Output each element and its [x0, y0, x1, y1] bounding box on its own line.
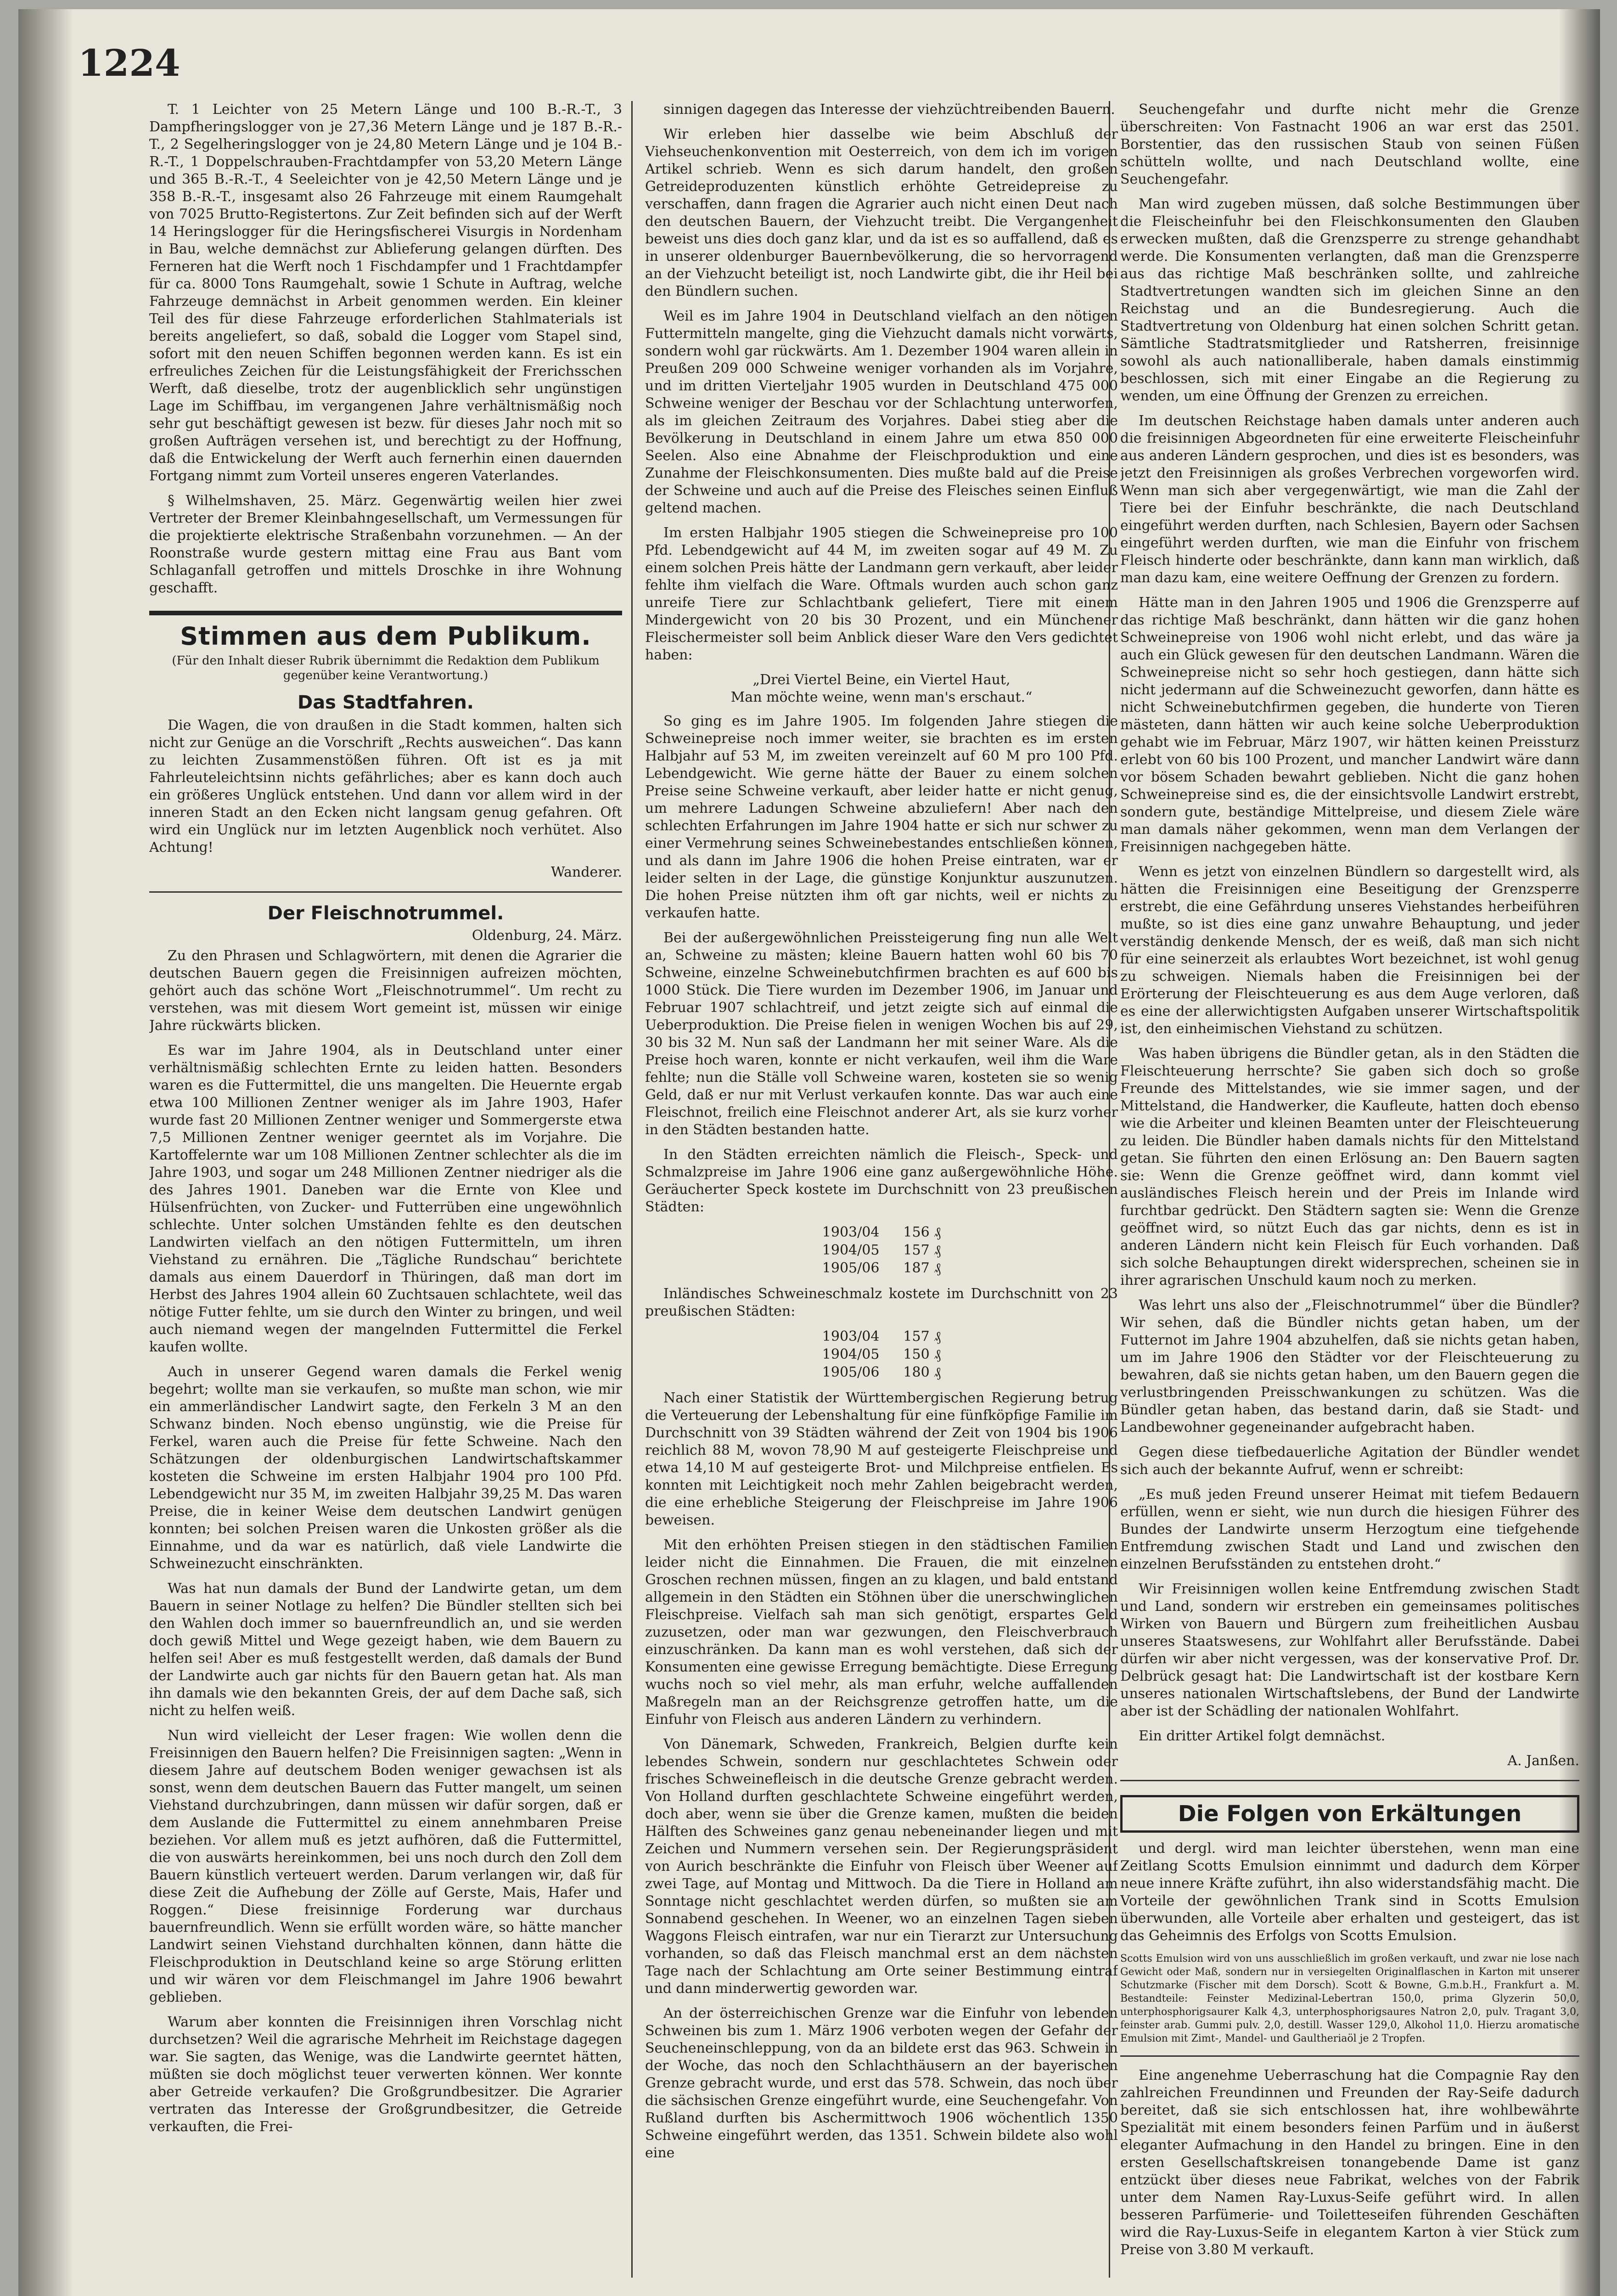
article-heading: Der Fleischnotrummel. — [267, 903, 504, 924]
article-text: Wir Freisinnigen wollen keine Entfremdung zwischen Stadt und Land, sondern wir erstreben ein gemeinsames politisches Wirken von Bauern und Bürgern zum freiheitlichen Ausbau unseres Staatswesens, zur Wohlfahrt aller Berufsstände. Dabei dürfen wir aber nicht vergessen, was der konservative Prof. Dr. Delbrück gesagt hat: Die Landwirtschaft ist der kostbare Kern unseres nationalen Wirtschaftslebens, der Bund der Landwirte aber ist der Schädling der nationalen Wohlfahrt. — [1120, 1581, 1579, 1719]
article-text: Ein dritter Artikel folgt demnächst. — [1139, 1728, 1386, 1744]
signature: Wanderer. — [550, 864, 622, 880]
article-text: Im ersten Halbjahr 1905 stiegen die Schweinepreise pro 100 Pfd. Lebendgewicht auf 44 M, im zweiten sogar auf 49 M. Zu einem solchen Preis hätte der Landmann gern verkauft, aber leider fehlte ihm vielfach die Ware. Oftmals wurden auch schon ganz unreife Tiere zur Schlachtbank geliefert, Tiere mit einem Mindergewicht von 20 bis 30 Prozent, und ein Münchener Fleischermeister soll beim Anblick dieser Ware den Vers gedichtet haben: — [645, 525, 1118, 663]
table-cell: 1905/06 — [822, 1260, 880, 1276]
article-text: Warum aber konnten die Freisinnigen ihren Vorschlag nicht durchsetzen? Weil die agrarische Mehrheit im Reichstage dagegen war. Sie sagten, das Wenige, was die Landwirte geerntet hätten, müßten sie doch möglichst teuer verwerten können. Wer konnte aber Getreide verkaufen? Die Großgrundbesitzer. Die Agrarier vertraten das Interesse der Großgrundbesitzer, die Getreide verkauften, die Frei- — [149, 2014, 622, 2135]
newspaper-page — [18, 9, 1600, 2296]
column-3 — [1120, 101, 1579, 2282]
advertisement-text: und dergl. wird man leichter überstehen, wenn man eine Zeitlang Scotts Emulsion einnimmt und dadurch dem Körper neue innere Kräfte zuführt, ihn also widerstandsfähig macht. Die Vorteile der gewöhnlichen Trank sind in Scotts Emulsion überwunden, alle Vorteile aber erhalten und gesteigert, das ist das Geheimnis des Erfolgs von Scotts Emulsion. — [1120, 1840, 1579, 1944]
article-text: Nach einer Statistik der Württembergischen Regierung betrug die Verteuerung der Lebenshaltung für eine fünfköpfige Familie im Durchschnitt von 39 Städten während der Zeit von 1904 bis 1906 reichlich 88 M, wovon 78,90 M auf gesteigerte Fleischpreise und etwa 14,10 M auf gesteigerte Brot- und Milchpreise entfielen. Es konnten mit Leichtigkeit noch mehr Zahlen beigebracht werden, die eine erhebliche Steigerung der Fleischpreise im Jahre 1906 beweisen. — [645, 1390, 1118, 1528]
table-cell: 157 ₰ — [903, 1242, 941, 1258]
price-table-speck — [810, 1223, 953, 1277]
table-cell: 150 ₰ — [903, 1346, 941, 1362]
article-text: Was haben übrigens die Bündler getan, als in den Städten die Fleischteuerung herrschte? Sie gaben sich doch so große Freunde des Mittelstandes, wie sie immer sagen, und der Mittelstand, die Handwerker, die Kaufleute, hatten doch ebenso wie die Arbeiter und kleinen Beamten unter der Fleischteuerung zu leiden. Die Bündler haben damals nichts für den Mittelstand getan. Sie führten den einen Erlösung an: Den Bauern sagten sie: Wenn die Grenze geöffnet wird, dann kommt viel ausländisches Fleisch herein und der Preis im Inlande wird furchtbar gedrückt. Den Städtern sagten sie: Wenn die Grenze geöffnet wird, so nützt Euch das gar nichts, denn es ist in anderen Ländern nicht kein Fleisch für Euch vorhanden. Daß sich solche Behauptungen direkt widersprechen, scheinen sie in ihrer agrarischen Unschuld kaum noch zu merken. — [1120, 1046, 1579, 1289]
table-cell: 156 ₰ — [903, 1224, 941, 1240]
advertisement-fineprint: Scotts Emulsion wird von uns ausschließlich im großen verkauft, und zwar nie lose nach Gewicht oder Maß, sondern nur in versiegelten Originalflaschen in Karton mit unserer Schutzmarke (Fischer mit dem Dorsch). Scott & Bowne, G.m.b.H., Frankfurt a. M. Bestandteile: Feinster Medizinal-Lebertran 150,0, prima Glyzerin 50,0, unterphosphorigsaurer Kalk 4,3, unterphosphorigsaures Natron 2,0, pulv. Tragant 3,0, feinster arab. Gummi pulv. 2,0, destill. Wasser 129,0, Alkohol 11,0. Hierzu aromatische Emulsion mit Zimt-, Mandel- und Gaultheriaöl je 2 Tropfen. — [1120, 1953, 1579, 2044]
advertisement-text: Eine angenehme Ueberraschung hat die Compagnie Ray den zahlreichen Freundinnen und Freunden der Ray-Seife dadurch bereitet, daß sie sich entschlossen hat, ihre wohlbewährte Spezialität mit einem besonders feinen Parfüm und in äußerst eleganter Aufmachung in den Handel zu bringen. Eine in den ersten Gesellschaftskreisen tonangebende Dame ist ganz entzückt über dieses neue Fabrikat, welches von der Fabrik unter dem Namen Ray-Luxus-Seife geführt wird. In allen besseren Parfümerie- und Toiletteseifen führenden Geschäften wird die Ray-Luxus-Seife in elegantem Karton à vier Stück zum Preise von 3.80 M verkauft. — [1120, 2067, 1579, 2258]
separator — [1120, 1780, 1579, 1781]
article-text: Hätte man in den Jahren 1905 und 1906 die Grenzsperre auf das richtige Maß beschränkt, dann hätten wir die ganz hohen Schweinepreise von 1906 wohl nicht erlebt, und das wäre ja auch ein Glück gewesen für den deutschen Landmann. Wären die Schweinepreise nicht so sehr hoch gestiegen, dann hätte sich nicht jedermann auf die Schweinezucht geworfen, dann hätte es nicht Schweinebutchfirmen gegeben, die hunderte von Tieren mästeten, dann hätten wir auch keine solche Ueberproduktion gehabt wie im Februar, März 1907, wir hätten keinen Preissturz erlebt von 60 bis 100 Prozent, und mancher Landwirt wäre dann vor bösem Schaden bewahrt geblieben. Nicht die ganz hohen Schweinepreise sind es, die der einsichtsvolle Landwirt erstrebt, sondern gute, beständige Mittelpreise, und diesem Ziele wäre man damals näher gekommen, wenn man dem Verlangen der Freisinnigen nachgegeben hätte. — [1120, 595, 1579, 855]
table-cell: 1905/06 — [822, 1364, 880, 1380]
article-text: Auch in unserer Gegend waren damals die Ferkel wenig begehrt; wollte man sie verkaufen, so mußte man schon, wie mir ein ammerländischer Landwirt sagte, den Ferkeln 3 M an den Schwanz binden. Noch ebenso ungünstig, wie die Preise für Ferkel, waren auch die Preise für fette Schweine. Nach den Schätzungen der oldenburgischen Landwirtschaftskammer kosteten die Schweine im ersten Halbjahr 1904 pro 100 Pfd. Lebendgewicht nur 35 M, im zweiten Halbjahr 39,25 M. Das waren Preise, die in keiner Weise dem deutschen Landwirt genügen konnten; bei solchen Preisen waren die Unkosten größer als die Einnahme, und da war es natürlich, daß viele Landwirte die Schweinezucht einschränkten. — [149, 1364, 622, 1572]
article-text: Wenn es jetzt von einzelnen Bündlern so dargestellt wird, als hätten die Freisinnigen eine Beseitigung der Grenzsperre erstrebt, die eine Gefährdung unseres Viehstandes herbeiführen mußte, so ist dies eine ganz unwahre Behauptung, und jeder verständig denkende Mensch, der es weiß, daß man sich nicht für eine seinerzeit als erlaubtes Wort bezeichnet, ist wohl genug zu schweigen. Niemals haben die Freisinnigen bei der Erörterung der Fleischteuerung es aus dem Auge verloren, daß es eine der allerwichtigsten Aufgaben unserer Wirtschaftspolitik ist, den einheimischen Viehstand zu schützen. — [1120, 864, 1579, 1037]
verse-quote: „Drei Viertel Beine, ein Viertel Haut, Man möchte weine, wenn man's erschaut.“ — [730, 672, 1033, 705]
table-row — [810, 1259, 953, 1277]
column-1 — [149, 101, 622, 2282]
table-cell: 1904/05 — [822, 1346, 880, 1362]
column-2 — [645, 101, 1118, 2282]
table-row — [810, 1241, 953, 1259]
article-text: Es war im Jahre 1904, als in Deutschland unter einer verhältnismäßig schlechten Ernte zu leiden hatten. Besonders waren es die Futtermittel, die uns mangelten. Die Heuernte ergab etwa 100 Millionen Zentner weniger als im Jahre 1903, Hafer wurde fast 20 Millionen Zentner weniger und Sommergerste etwa 7,5 Millionen Zentner weniger geerntet als im Vorjahre. Die Kartoffelernte war um 108 Millionen Zentner schlechter als die im Jahre 1903, und sogar um 248 Millionen Zentner niedriger als die des Jahres 1901. Daneben war die Ernte von Klee und Hülsenfrüchten, von Zucker- und Futterrüben eine ungewöhnlich schlechte. Unter solchen Umständen fehlte es den deutschen Landwirten vielfach an den nötigen Futtermitteln, um ihren Viehstand zu ernähren. Die „Tägliche Rundschau“ berichtete damals aus einem Dauerdorf in Thüringen, daß man dort im Herbst des Jahres 1904 allein 60 Zuchtsauen schlachtete, weil das nötige Futter fehlte, um sie durch den Winter zu bringen, und weil auch niemand wegen der mangelnden Futtermittel die Ferkel kaufen wollte. — [149, 1042, 622, 1355]
article-text: Man wird zugeben müssen, daß solche Bestimmungen über die Fleischeinfuhr bei den Fleischkonsumenten den Glauben erwecken mußten, daß die Grenzsperre zu strenge gehandhabt werde. Die Konsumenten verlangten, daß man die Grenzsperre aus das richtige Maß beschränken sollte, und zahlreiche Stadtvertretungen wandten sich im gleichen Sinne an den Reichstag und an die Bundesregierung. Auch die Stadtvertretung von Oldenburg hat einen solchen Schritt getan. Sämtliche Stadtratsmitglieder und Ratsherren, freisinnige sowohl als auch nationalliberale, haben damals einstimmig beschlossen, sich mit einer Eingabe an die Regierung zu wenden, um eine Öffnung der Grenzen zu erreichen. — [1120, 196, 1579, 404]
table-row — [810, 1345, 953, 1363]
table-cell: 187 ₰ — [903, 1260, 941, 1276]
column-rule — [631, 101, 633, 2278]
article-text: Seuchengefahr und durfte nicht mehr die Grenze überschreiten: Von Fastnacht 1906 an war erst das 2501. Borstentier, das den russischen Staub von seinen Füßen schütteln wollte, und nach Deutschland wollte, eine Seuchengefahr. — [1120, 101, 1579, 187]
article-text: Was lehrt uns also der „Fleischnotrummel“ über die Bündler? Wir sehen, daß die Bündler nichts getan haben, um der Futternot im Jahre 1904 abzuhelfen, daß sie nichts getan haben, um im Jahre 1906 den Städter vor der Fleischteuerung zu bewahren, daß sie nichts getan haben, um den Bauern gegen die verlustbringenden Preisschwankungen zu schützen. Was die Bündler getan haben, das bestand darin, daß sie Stadt- und Landbewohner gegeneinander aufgebracht haben. — [1120, 1297, 1579, 1435]
article-text: Im deutschen Reichstage haben damals unter anderen auch die freisinnigen Abgeordneten für eine erweiterte Fleischeinfuhr aus anderen Ländern gesprochen, und dies ist es besonders, was jetzt den Freisinnigen als großes Verbrechen vorgeworfen wird. Wenn man sich aber vergegenwärtigt, wie man die Zahl der Tiere bei der Einfuhr beschränkte, die nach Deutschland eingeführt werden durften, nach Schlesien, Bayern oder Sachsen eingeführt werden durften, wie man die Einfuhr von frischem Fleisch hinderte oder beschränkte, dann kann man wirklich, daß man dazu kam, eine weitere Oeffnung der Grenzen zu fordern. — [1120, 413, 1579, 586]
table-cell: 1904/05 — [822, 1242, 880, 1258]
section-note: (Für den Inhalt dieser Rubrik übernimmt die Redaktion dem Publikum gegenüber keine Verantwortung.) — [172, 654, 600, 682]
article-text: An der österreichischen Grenze war die Einfuhr von lebenden Schweinen bis zum 1. März 1906 verboten wegen der Gefahr der Seucheneinschleppung, von da an bildete erst das 963. Schwein in der Woche, das noch den Schlachthäusern an der bayerischen Grenze gebracht wurde, und erst das 578. Schwein, das noch über die sächsischen Grenze eingeführt wurde, eine Seuchengefahr. Von Rußland durften bis Aschermittwoch 1906 wöchentlich 1350 Schweine eingeführt werden, das 1351. Schwein bildete also wohl eine — [645, 2005, 1118, 2161]
table-cell: 1903/04 — [822, 1328, 880, 1345]
advertisement-title: Die Folgen von Erkältungen — [1120, 1795, 1579, 1833]
table-cell: 1903/04 — [822, 1224, 880, 1240]
section-header — [149, 611, 622, 683]
article-text: In den Städten erreichten nämlich die Fleisch-, Speck- und Schmalzpreise im Jahre 1906 eine ganz außergewöhnliche Höhe. Geräucherter Speck kostete im Durchschnitt von 23 preußischen Städten: — [645, 1147, 1118, 1215]
dateline: Oldenburg, 24. März. — [472, 928, 622, 944]
separator — [149, 891, 622, 893]
article-text: Was hat nun damals der Bund der Landwirte getan, um dem Bauern in seiner Notlage zu helfen? Die Bündler stellten sich bei den Wahlen doch immer so bauernfreundlich an, und sie werden doch gewiß Mittel und Wege gezeigt haben, wie dem Bauern zu helfen sei! Aber es muß festgestellt werden, daß damals der Bund der Landwirte auch gar nichts für den Bauern getan hat. Als man ihn damals wie den bekannten Greis, der auf dem Dache saß, sich nicht zu helfen weiß. — [149, 1581, 622, 1719]
article-text: Von Dänemark, Schweden, Frankreich, Belgien durfte kein lebendes Schwein, sondern nur geschlachtetes Schwein oder frisches Schweinefleisch in die deutsche Grenze gebracht werden. Von Holland durften geschlachtete Schweine eingeführt werden, doch aber, wenn sie über die Grenze kamen, mußten die beiden Hälften des Schweines ganz genau nebeneinander liegen und mit Zeichen und Nummern versehen sein. Der Regierungspräsident von Aurich beschränkte die Einfuhr von Fleisch über Weener auf zwei Tage, auf Montag und Mittwoch. Da die Tiere in Holland am Sonntage nicht geschlachtet werden dürfen, so mußten sie am Sonnabend geschehen. In Weener, wo an einzelnen Tagen sieben Waggons Fleisch eintrafen, war nur ein Tierarzt zur Untersuchung vorhanden, so daß das Fleisch manchmal erst an dem nächsten Tage nach der Schlachtung am Orte seiner Bestimmung eintraf und dann minderwertig geworden war. — [645, 1736, 1118, 1997]
section-title: Stimmen aus dem Publikum. — [180, 622, 591, 651]
article-text: Nun wird vielleicht der Leser fragen: Wie wollen denn die Freisinnigen den Bauern helfen? Die Freisinnigen sagten: „Wenn in diesem Jahre auf deutschem Boden weniger gewachsen ist als sonst, wenn dem deutschen Bauern das Futter mangelt, um seinen Viehstand durchzubringen, dann müssen wir dafür sorgen, daß er dem Auslande die Futtermittel zu einem annehmbaren Preise beziehen. Vor allem muß es jetzt aufhören, daß die Futtermittel, die von auswärts hereinkommen, bei uns noch durch den Zoll dem Bauern künstlich verteuert werden. Darum verlangen wir, daß für diese Zeit die Aufhebung der Zölle auf Gerste, Mais, Hafer und Roggen.“ Diese freisinnige Forderung war durchaus bauernfreundlich. Wenn sie erfüllt worden wäre, so hätte mancher Landwirt seinen Viehstand durchhalten können, dann hätte die Fleischproduktion in Deutschland keine so arge Störung erlitten und wir wären vor dem Fleischmangel im Jahre 1906 bewahrt geblieben. — [149, 1728, 622, 2005]
table-cell: 157 ₰ — [903, 1328, 941, 1345]
table-row — [810, 1223, 953, 1241]
article-text: Wir erleben hier dasselbe wie beim Abschluß der Viehseuchenkonvention mit Oesterreich, von dem ich im vorigen Artikel schrieb. Wenn es sich darum handelt, den großen Getreideproduzenten künstlich erhöhte Getreidepreise zu verschaffen, dann fragen die Agrarier auch nicht einen Deut nach den deutschen Bauern, der Viehzucht treibt. Die Vergangenheit beweist uns dies doch ganz klar, und da ist es so auffallend, daß es in unserer oldenburger Bauernbevölkerung, die so hervorragend an der Viehzucht beteiligt ist, noch Landwirte gibt, die ihr Heil bei den Bündlern suchen. — [645, 126, 1118, 299]
price-table-schmalz — [810, 1328, 953, 1381]
article-text: Weil es im Jahre 1904 in Deutschland vielfach an den nötigen Futtermitteln mangelte, ging die Viehzucht damals nicht vorwärts, sondern wohl gar rückwärts. Am 1. Dezember 1904 waren allein in Preußen 209 000 Schweine weniger vorhanden als im Vorjahre, und im dritten Vierteljahr 1905 wurden in Deutschland 475 000 Schweine weniger der Beschau vor der Schlachtung unterworfen, als im gleichen Zeitraum des Vorjahres. Dabei stieg aber die Bevölkerung in Deutschland in einem Jahre um etwa 850 000 Seelen. Also eine Abnahme der Fleischproduktion und eine Zunahme der Fleischkonsumenten. Dies mußte bald auf die Preise der Schweine und auch auf die Preise des Fleisches seinen Einfluß geltend machen. — [645, 308, 1118, 516]
article-text: So ging es im Jahre 1905. Im folgenden Jahre stiegen die Schweinepreise noch immer weiter, sie brachten es im ersten Halbjahr auf 53 M, im zweiten vereinzelt auf 60 M pro 100 Pfd. Lebendgewicht. Wie gerne hätte der Bauer zu einem solchen Preise seine Schweine verkauft, aber leider hatte er nicht genug, um mehrere Ladungen Schweine abzuliefern! Aber nach den schlechten Erfahrungen im Jahre 1904 hatte er sich nur schwer zu einer Vermehrung seines Schweinebestandes entschließen können, und als dann im Jahre 1906 die hohen Preise eintraten, war er leider selten in der Lage, die günstige Konjunktur auszunutzen. Die hohen Preise nützten ihm oft gar nichts, weil er nichts zu verkaufen hatte. — [645, 713, 1118, 921]
page-number: 1224 — [78, 41, 180, 84]
article-heading: Das Stadtfahren. — [297, 692, 474, 713]
article-text: Zu den Phrasen und Schlagwörtern, mit denen die Agrarier die deutschen Bauern gegen die Freisinnigen aufreizen möchten, gehört auch das schöne Wort „Fleischnotrummel“. Um recht zu verstehen, was mit diesem Wort gemeint ist, müssen wir einige Jahre rückwärts blicken. — [149, 948, 622, 1034]
table-cell: 180 ₰ — [903, 1364, 941, 1380]
separator — [1120, 2055, 1579, 2057]
article-text: „Es muß jeden Freund unserer Heimat mit tiefem Bedauern erfüllen, wenn er sieht, wie nun durch die hiesigen Führer des Bundes der Landwirte unserm Herzogtum eine tiefgehende Entfremdung zwischen Stadt und Land und zwischen den einzelnen Berufsständen zu entstehen droht.“ — [1120, 1486, 1579, 1572]
signature: A. Janßen. — [1507, 1753, 1579, 1769]
article-text: Gegen diese tiefbedauerliche Agitation der Bündler wendet sich auch der bekannte Aufruf, wenn er schreibt: — [1120, 1444, 1579, 1478]
article-text: Bei der außergewöhnlichen Preissteigerung fing nun alle Welt an, Schweine zu mästen; kleine Bauern hatten wohl 60 bis 70 Schweine, einzelne Schweinebutchfirmen brachten es auf 600 bis 1000 Stück. Die Tiere wurden im Dezember 1906, im Januar und Februar 1907 schlachtreif, und jetzt zeigte sich auf einmal die Ueberproduktion. Die Preise fielen in wenigen Wochen bis auf 29, 30 bis 32 M. Nun saß der Landmann her mit seiner Ware. Als die Preise hoch waren, konnte er nicht verkaufen, weil ihm die Ware fehlte; nun die Ställe voll Schweine waren, kosteten sie so wenig Geld, daß er nur mit Verlust verkaufen konnte. Das war auch eine Fleischnot, freilich eine Fleischnot anderer Art, als sie kurz vorher in den Städten bestanden hatte. — [645, 930, 1118, 1138]
article-text: T. 1 Leichter von 25 Metern Länge und 100 B.-R.-T., 3 Dampfheringslogger von je 27,36 Metern Länge und je 187 B.-R.-T., 2 Segelheringslogger von je 24,80 Metern Länge und je 104 B.-R.-T., 1 Doppelschrauben-Frachtdampfer von 53,20 Metern Länge und 365 B.-R.-T., 4 Seeleichter von je 42,50 Metern Länge und je 358 B.-R.-T., insgesamt also 26 Fahrzeuge mit einem Raumgehalt von 7025 Brutto-Registertons. Zur Zeit befinden sich auf der Werft 14 Heringslogger für die Heringsfischerei Visurgis in Nordenham in Bau, welche demnächst zur Ablieferung gelangen dürften. Des Ferneren hat die Werft noch 1 Fischdampfer und 1 Frachtdampfer für ca. 8000 Tons Raumgehalt, sowie 1 Schute in Auftrag, welche Fahrzeuge demnächst in Arbeit genommen werden. Ein kleiner Teil des für diese Fahrzeuge erforderlichen Stahlmaterials ist bereits angeliefert, so daß, sobald die Logger vom Stapel sind, sofort mit den neuen Schiffen begonnen werden kann. Es ist ein erfreuliches Zeichen für die Leistungsfähigkeit der Frerichsschen Werft, daß dieselbe, trotz der augenblicklich sehr ungünstigen Lage im Schiffbau, im vergangenen Jahre verhältnismäßig noch sehr gut beschäftigt gewesen ist bezw. für dieses Jahr noch mit so großen Aufträgen versehen ist, und berechtigt zu der Hoffnung, daß die Entwickelung der Werft auch fernerhin einen dauernden Fortgang nimmt zum Vorteil unseres engeren Vaterlandes. — [149, 101, 622, 484]
table-row — [810, 1328, 953, 1345]
table-row — [810, 1363, 953, 1381]
binding-edge — [18, 9, 73, 2296]
article-text: sinnigen dagegen das Interesse der viehzüchtreibenden Bauern. — [663, 101, 1115, 118]
article-text: Mit den erhöhten Preisen stiegen in den städtischen Familien leider nicht die Einnahmen. Die Frauen, die mit einzelnen Groschen rechnen müssen, fingen an zu klagen, und bald entstand allgemein in den Städten ein Stöhnen über die unerschwinglichen Fleischpreise. Vielfach sah man sich genötigt, erspartes Geld zuzusetzen, oder man war gezwungen, den Fleischverbrauch einzuschränken. Da kann man es wohl verstehen, daß sich der Konsumenten eine gewisse Erregung bemächtigte. Diese Erregung wuchs noch so viel mehr, als man erfuhr, welche auffallenden Maßregeln man an der Reichsgrenze getroffen hatte, um die Einfuhr von Fleisch aus anderen Ländern zu verhindern. — [645, 1537, 1118, 1728]
article-text: Die Wagen, die von draußen in die Stadt kommen, halten sich nicht zur Genüge an die Vorschrift „Rechts ausweichen“. Das kann zu leichten Zusammenstößen führen. Oft ist es ja mit Fahrleuteleichtsinn nichts gefährliches; aber es kann doch auch ein größeres Unglück entstehen. Und dann vor allem wird in der inneren Stadt an den Ecken nicht langsam genug gefahren. Oft wird ein Unglück nur im letzten Augenblick noch verhütet. Also Achtung! — [149, 717, 622, 855]
article-text: § Wilhelmshaven, 25. März. Gegenwärtig weilen hier zwei Vertreter der Bremer Kleinbahngesellschaft, um Vermessungen für die projektierte elektrische Straßenbahn vorzunehmen. — An der Roonstraße wurde gestern mittag eine Frau aus Bant vom Schlaganfall getroffen und mittels Droschke in ihre Wohnung geschafft. — [149, 493, 622, 596]
article-text: Inländisches Schweineschmalz kostete im Durchschnitt von 23 preußischen Städten: — [645, 1286, 1118, 1319]
